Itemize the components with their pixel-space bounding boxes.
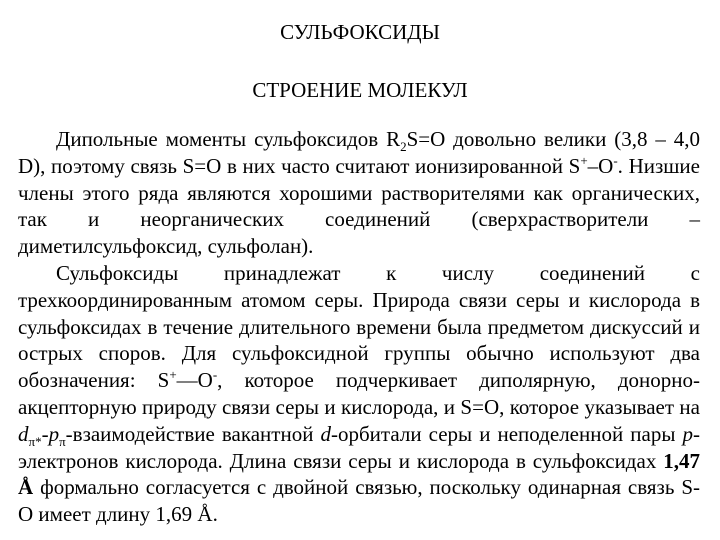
text-run: -электронов кислорода. Длина связи серы и кислорода в сульфоксидах	[18, 421, 700, 473]
subscript: π*	[28, 433, 42, 449]
text-run: —O	[176, 368, 213, 393]
text-run: формально согласуется с двойной связью, поскольку одинарная связь S-O имеет длину 1,69 Å.	[18, 475, 700, 527]
italic-symbol: d	[18, 421, 29, 446]
text-run: Сульфоксиды принадлежат к числу соединений с трехкоординированным атомом серы. Природа связи серы и кислорода в сульфоксидах в течение длительного времени была предметом дискуссий и острых споров. Для сульфоксидной группы обычно используют два обозначения: S	[18, 260, 700, 393]
text-run: –O	[587, 153, 614, 178]
italic-symbol: p	[48, 421, 60, 446]
section-heading: СТРОЕНИЕ МОЛЕКУЛ	[252, 78, 468, 102]
text-run: S=O довольно велики (3,8 – 4,0 D), поэтому связь S=O в них часто считают ионизированной S	[18, 127, 700, 178]
text-run: Дипольные моменты сульфоксидов R	[56, 127, 401, 151]
text-run: -взаимодействие вакантной	[65, 421, 321, 446]
subscript: π	[59, 433, 66, 449]
paragraph-bond-nature	[18, 260, 700, 528]
italic-symbol: d	[320, 421, 331, 446]
bond-length-value: 1,47 Å	[18, 448, 700, 500]
document-title: СУЛЬФОКСИДЫ	[280, 20, 440, 44]
paragraph-dipole-moments	[18, 126, 700, 260]
subscript: 2	[400, 139, 407, 154]
body-text	[18, 126, 700, 528]
superscript: -	[212, 367, 218, 383]
text-run: , которое подчеркивает диполярную, донорно-акцепторную природу связи серы и кислорода, и S=O, которое указывает на	[18, 368, 700, 419]
italic-symbol: p	[682, 421, 693, 446]
text-run: -	[41, 421, 49, 446]
superscript: +	[169, 367, 177, 383]
text-run: -орбитали серы и неподеленной пары	[331, 421, 683, 446]
text-run: . Низшие члены этого ряда являются хорошими растворителями как органических, так и неорганических соединений (сверхрастворители – диметилсульфоксид, сульфолан).	[18, 153, 700, 259]
superscript: +	[580, 152, 588, 168]
superscript: -	[613, 152, 618, 168]
